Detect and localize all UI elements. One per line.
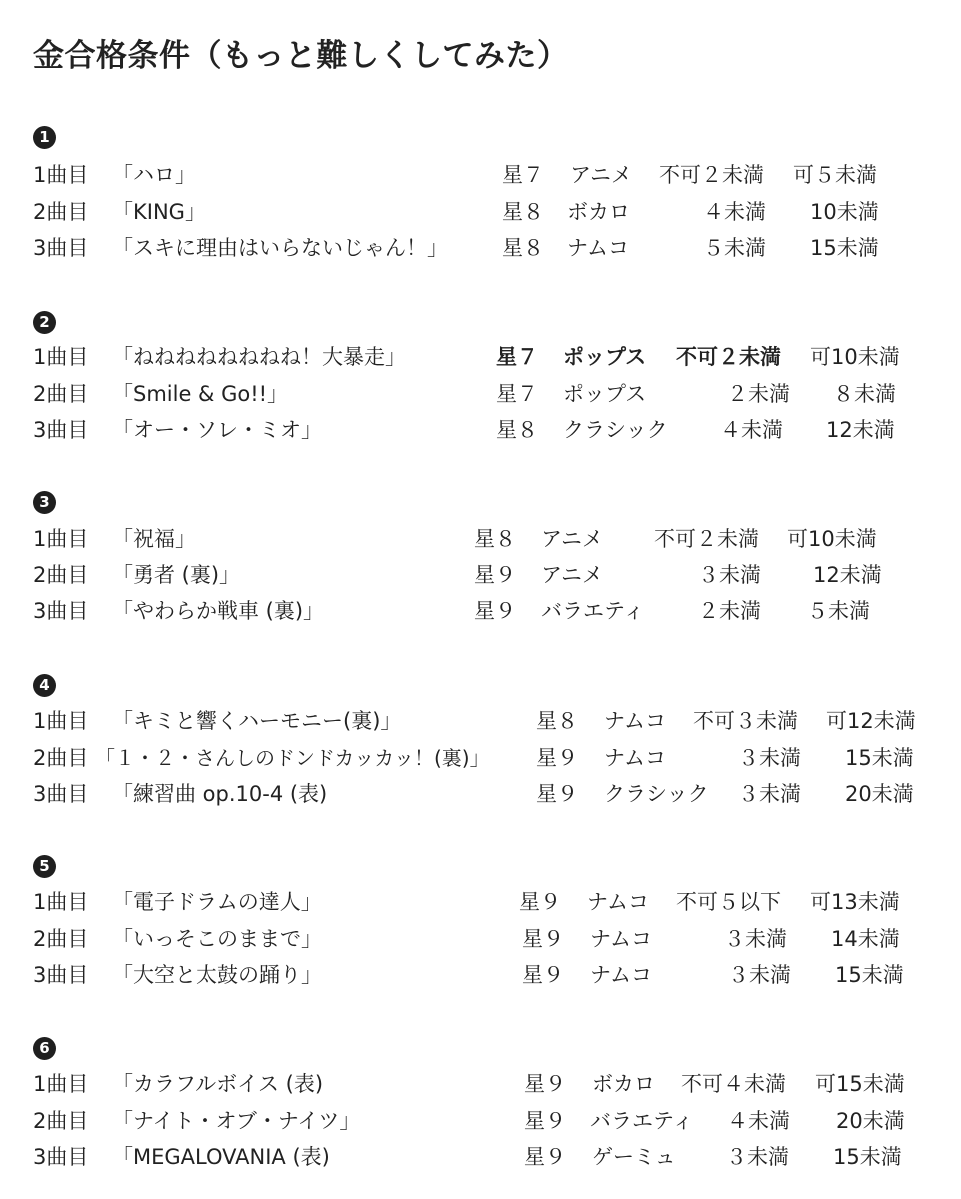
song-index: 1曲目 bbox=[33, 709, 89, 733]
song-index: 3曲目 bbox=[33, 418, 89, 442]
page-title: 金合格条件（もっと難しくしてみた） bbox=[33, 38, 569, 74]
song-title: 「祝福」 bbox=[112, 527, 196, 551]
genre: ポップス bbox=[563, 382, 647, 406]
bad-condition: 不可３未満 bbox=[693, 709, 798, 733]
genre: クラシック bbox=[604, 782, 709, 806]
table-row bbox=[0, 740, 961, 776]
ok-condition: 20未満 bbox=[845, 782, 914, 806]
star-level: 星７ bbox=[502, 163, 544, 187]
table-row bbox=[0, 521, 961, 557]
song-index: 3曲目 bbox=[33, 599, 89, 623]
ok-condition: 15未満 bbox=[833, 1145, 902, 1169]
section-number-badge: 6 bbox=[33, 1037, 56, 1060]
table-row bbox=[0, 884, 961, 920]
star-level: 星７ bbox=[496, 382, 538, 406]
song-index: 2曲目 bbox=[33, 746, 89, 770]
bad-condition: ２未満 bbox=[727, 382, 790, 406]
song-index: 1曲目 bbox=[33, 345, 89, 369]
bad-condition: ４未満 bbox=[720, 418, 783, 442]
genre: ナムコ bbox=[604, 746, 666, 770]
song-index: 1曲目 bbox=[33, 890, 89, 914]
song-index: 2曲目 bbox=[33, 200, 89, 224]
genre: アニメ bbox=[541, 527, 603, 551]
bad-condition: ３未満 bbox=[738, 746, 801, 770]
genre: ナムコ bbox=[590, 963, 652, 987]
song-title: 「オー・ソレ・ミオ」 bbox=[112, 418, 322, 442]
bad-condition: ３未満 bbox=[728, 963, 791, 987]
star-level: 星９ bbox=[524, 1109, 566, 1133]
section-number-badge: 1 bbox=[33, 126, 56, 149]
section-number-badge: 3 bbox=[33, 491, 56, 514]
song-title: 「１・２・さんしのドンドカッカッ！(裏)」 bbox=[95, 746, 490, 770]
star-level: 星９ bbox=[474, 599, 516, 623]
ok-condition: 15未満 bbox=[810, 236, 879, 260]
ok-condition: 可13未満 bbox=[810, 890, 900, 914]
ok-condition: 可10未満 bbox=[810, 345, 900, 369]
star-level: 星８ bbox=[474, 527, 516, 551]
song-title: 「MEGALOVANIA (表) bbox=[112, 1145, 330, 1169]
table-row bbox=[0, 412, 961, 448]
star-level: 星９ bbox=[536, 782, 578, 806]
ok-condition: 12未満 bbox=[813, 563, 882, 587]
table-row bbox=[0, 1103, 961, 1139]
song-title: 「スキに理由はいらないじゃん！」 bbox=[112, 236, 448, 260]
table-row bbox=[0, 1066, 961, 1102]
ok-condition: ５未満 bbox=[807, 599, 870, 623]
bad-condition: 不可５以下 bbox=[676, 890, 781, 914]
song-title: 「ナイト・オブ・ナイツ」 bbox=[112, 1109, 361, 1133]
table-row bbox=[0, 921, 961, 957]
ok-condition: 可12未満 bbox=[826, 709, 916, 733]
genre: ボカロ bbox=[567, 200, 630, 224]
genre: ナムコ bbox=[590, 927, 652, 951]
ok-condition: 10未満 bbox=[810, 200, 879, 224]
ok-condition: ８未満 bbox=[833, 382, 896, 406]
table-row bbox=[0, 776, 961, 812]
song-title: 「いっそこのままで」 bbox=[112, 927, 322, 951]
star-level: 星９ bbox=[474, 563, 516, 587]
bad-condition: ３未満 bbox=[738, 782, 801, 806]
table-row bbox=[0, 230, 961, 266]
song-title: 「やわらか戦車 (裏)」 bbox=[112, 599, 325, 623]
ok-condition: 12未満 bbox=[826, 418, 895, 442]
ok-condition: 15未満 bbox=[835, 963, 904, 987]
star-level: 星９ bbox=[524, 1145, 566, 1169]
song-index: 3曲目 bbox=[33, 963, 89, 987]
genre: ナムコ bbox=[587, 890, 649, 914]
song-index: 2曲目 bbox=[33, 563, 89, 587]
bad-condition: 不可２未満 bbox=[659, 163, 764, 187]
song-title: 「Smile & Go!!」 bbox=[112, 382, 289, 406]
star-level: 星７ bbox=[496, 345, 538, 369]
song-index: 3曲目 bbox=[33, 236, 89, 260]
star-level: 星９ bbox=[519, 890, 561, 914]
bad-condition: ５未満 bbox=[703, 236, 766, 260]
table-row bbox=[0, 376, 961, 412]
table-row bbox=[0, 194, 961, 230]
song-title: 「勇者 (裏)」 bbox=[112, 563, 241, 587]
bad-condition: ３未満 bbox=[724, 927, 787, 951]
table-row bbox=[0, 593, 961, 629]
song-title: 「ねねねねねねねね！大暴走」 bbox=[112, 345, 406, 369]
bad-condition: ３未満 bbox=[726, 1145, 789, 1169]
table-row bbox=[0, 1139, 961, 1175]
genre: ポップス bbox=[563, 345, 647, 369]
bad-condition: 不可２未満 bbox=[676, 345, 781, 369]
star-level: 星９ bbox=[522, 963, 564, 987]
song-title: 「カラフルボイス (表) bbox=[112, 1072, 324, 1096]
table-row bbox=[0, 957, 961, 993]
song-index: 3曲目 bbox=[33, 1145, 89, 1169]
bad-condition: ２未満 bbox=[698, 599, 761, 623]
star-level: 星８ bbox=[502, 236, 544, 260]
genre: アニメ bbox=[541, 563, 603, 587]
ok-condition: 20未満 bbox=[836, 1109, 905, 1133]
song-index: 1曲目 bbox=[33, 163, 89, 187]
ok-condition: 可10未満 bbox=[787, 527, 877, 551]
song-index: 2曲目 bbox=[33, 927, 89, 951]
table-row bbox=[0, 339, 961, 375]
genre: ボカロ bbox=[592, 1072, 655, 1096]
song-index: 1曲目 bbox=[33, 1072, 89, 1096]
ok-condition: 可15未満 bbox=[815, 1072, 905, 1096]
song-title: 「キミと響くハーモニー(裏)」 bbox=[112, 709, 402, 733]
bad-condition: 不可２未満 bbox=[654, 527, 759, 551]
ok-condition: 14未満 bbox=[831, 927, 900, 951]
star-level: 星９ bbox=[524, 1072, 566, 1096]
section-number-badge: 2 bbox=[33, 311, 56, 334]
bad-condition: ３未満 bbox=[698, 563, 761, 587]
star-level: 星８ bbox=[496, 418, 538, 442]
ok-condition: 15未満 bbox=[845, 746, 914, 770]
section-number-badge: 4 bbox=[33, 674, 56, 697]
song-title: 「KING」 bbox=[112, 200, 206, 224]
song-index: 3曲目 bbox=[33, 782, 89, 806]
genre: バラエティ bbox=[541, 599, 645, 623]
song-title: 「練習曲 op.10-4 (表) bbox=[112, 782, 328, 806]
star-level: 星８ bbox=[536, 709, 578, 733]
song-index: 2曲目 bbox=[33, 1109, 89, 1133]
song-title: 「大空と太鼓の踊り」 bbox=[112, 963, 322, 987]
section-number-badge: 5 bbox=[33, 855, 56, 878]
genre: ナムコ bbox=[567, 236, 629, 260]
table-row bbox=[0, 157, 961, 193]
song-index: 2曲目 bbox=[33, 382, 89, 406]
bad-condition: ４未満 bbox=[727, 1109, 790, 1133]
genre: ゲーミュ bbox=[592, 1145, 676, 1169]
star-level: 星９ bbox=[536, 746, 578, 770]
song-title: 「電子ドラムの達人」 bbox=[112, 890, 322, 914]
genre: バラエティ bbox=[590, 1109, 694, 1133]
star-level: 星８ bbox=[502, 200, 544, 224]
genre: クラシック bbox=[563, 418, 668, 442]
song-title: 「ハロ」 bbox=[112, 163, 196, 187]
genre: ナムコ bbox=[604, 709, 666, 733]
star-level: 星９ bbox=[522, 927, 564, 951]
song-index: 1曲目 bbox=[33, 527, 89, 551]
genre: アニメ bbox=[570, 163, 632, 187]
table-row bbox=[0, 703, 961, 739]
ok-condition: 可５未満 bbox=[793, 163, 877, 187]
bad-condition: ４未満 bbox=[703, 200, 766, 224]
table-row bbox=[0, 557, 961, 593]
bad-condition: 不可４未満 bbox=[681, 1072, 786, 1096]
